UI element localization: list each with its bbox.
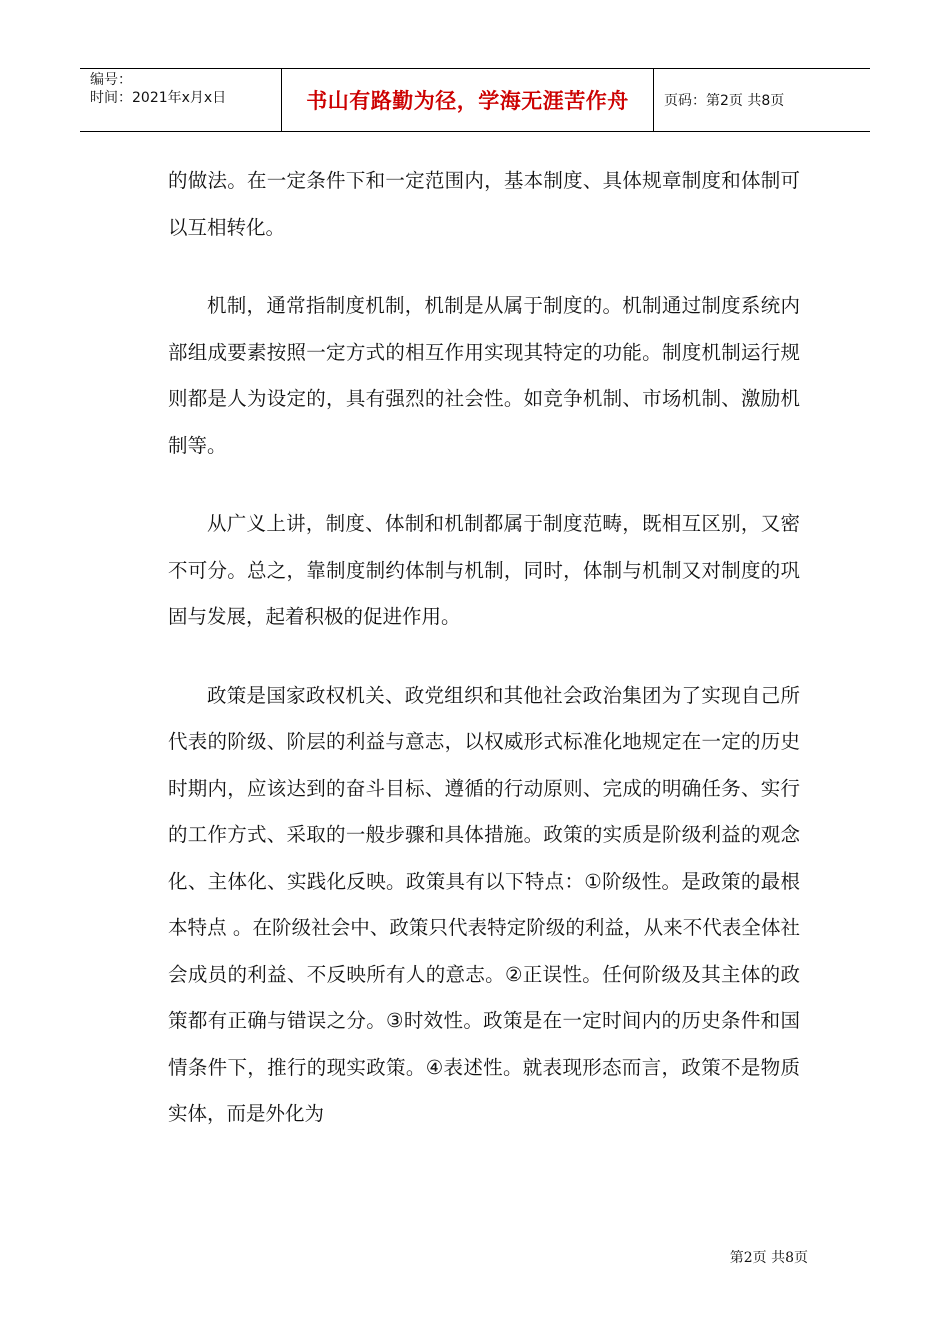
footer-page-number: 第2页 共8页 [729, 1250, 808, 1266]
paragraph-continuation: 的做法。在一定条件下和一定范围内，基本制度、具体规章制度和体制可以互相转化。 [168, 169, 800, 239]
page-footer [730, 1247, 808, 1267]
header-meta [80, 69, 282, 131]
motto-text: 书山有路勤为径，学海无涯苦作舟 [306, 89, 629, 113]
paragraph-mechanism: 机制，通常指制度机制，机制是从属于制度的。机制通过制度系统内部组成要素按照一定方式的相互作用实现其特定的功能。制度机制运行规则都是人为设定的，具有强烈的社会性。如竞争机制、市场机制、激励机制等。 [168, 294, 800, 457]
document-body [168, 158, 800, 1170]
header-motto-cell [282, 69, 654, 131]
page-code: 页码：第2页 共8页 [664, 93, 785, 109]
serial-number-label: 编号： [90, 72, 132, 88]
page-header [80, 68, 870, 132]
paragraph-system-relation: 从广义上讲，制度、体制和机制都属于制度范畴，既相互区别，又密不可分。总之，靠制度制约体制与机制，同时，体制与机制又对制度的巩固与发展，起着积极的促进作用。 [168, 512, 800, 628]
date-label: 时间：2021年x月x日 [90, 90, 227, 106]
header-page-cell [654, 69, 870, 131]
paragraph-policy: 政策是国家政权机关、政党组织和其他社会政治集团为了实现自己所代表的阶级、阶层的利益与意志，以权威形式标准化地规定在一定的历史时期内，应该达到的奋斗目标、遵循的行动原则、完成的明确任务、实行的工作方式、采取的一般步骤和具体措施。政策的实质是阶级利益的观念化、主体化、实践化反映。政策具有以下特点：①阶级性。是政策的最根本特点 。在阶级社会中、政策只代表特定阶级的利益，从来不代表全体社会成员的利益、不反映所有人的意志。②正误性。任何阶级及其主体的政策都有正确与错误之分。③时效性。政策是在一定时间内的历史条件和国情条件下，推行的现实政策。④表述性。就表现形态而言，政策不是物质实体，而是外化为 [168, 683, 800, 1125]
